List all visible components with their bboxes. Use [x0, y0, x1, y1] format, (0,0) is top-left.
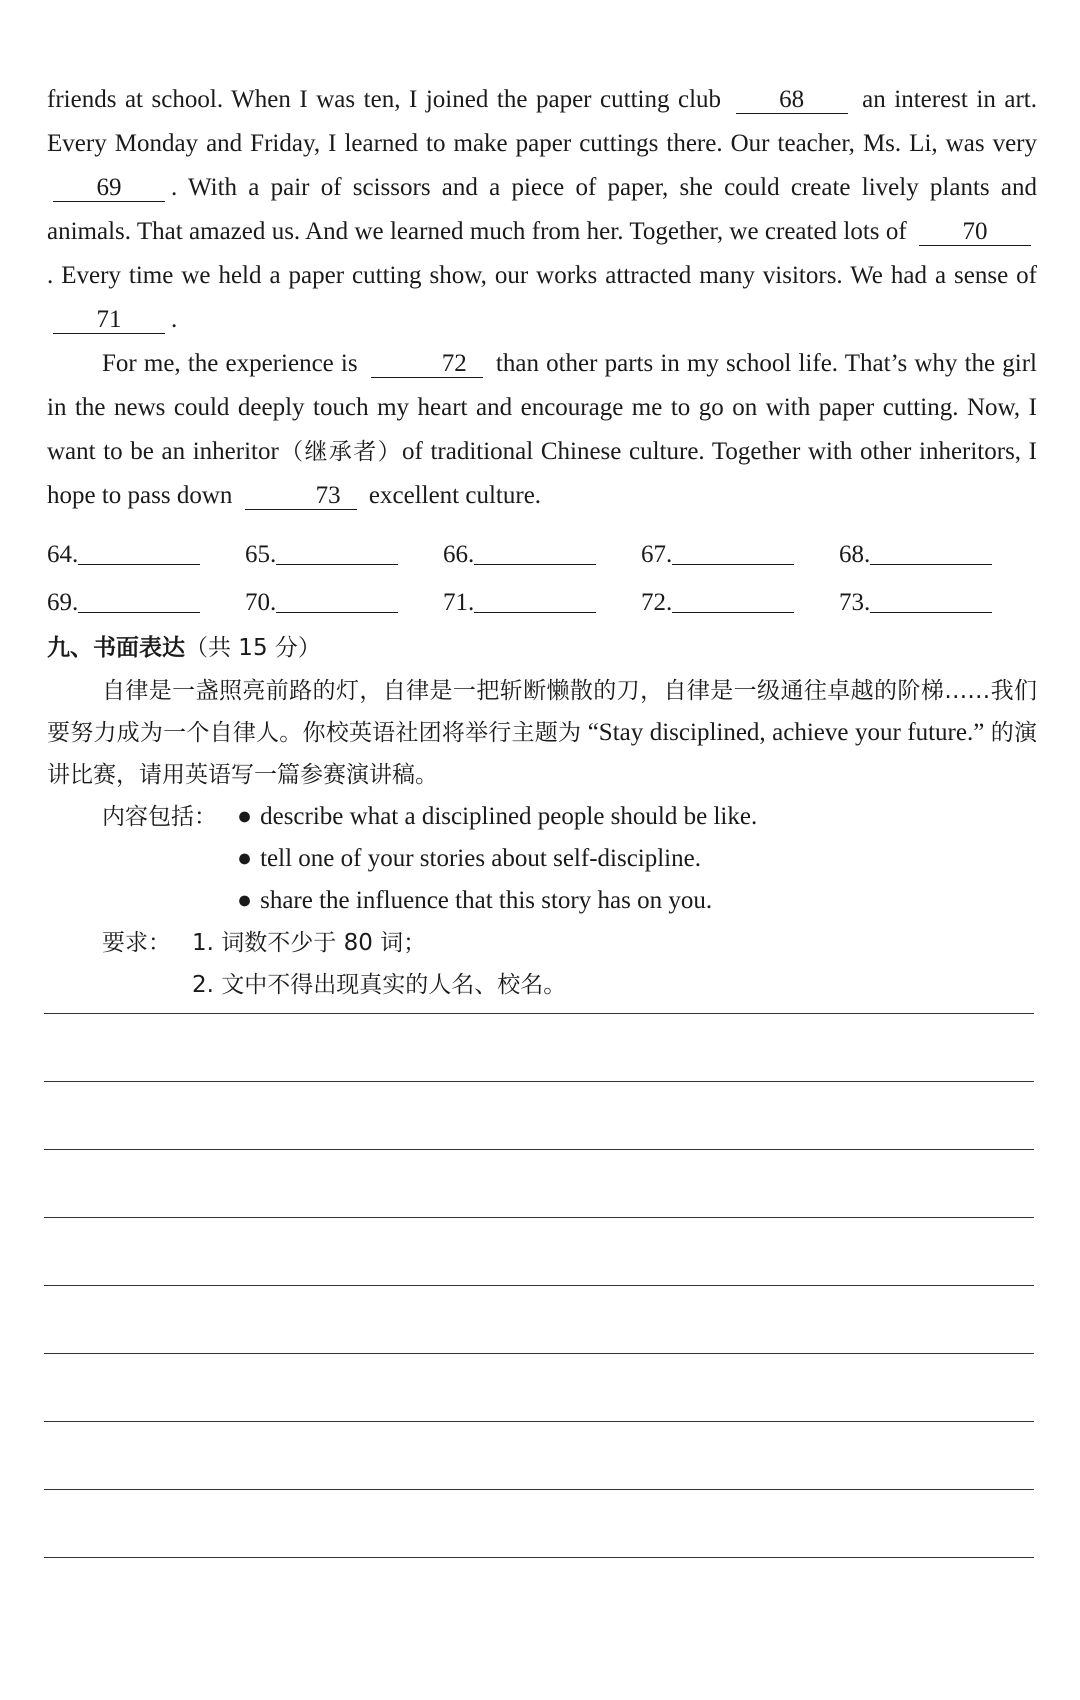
- answer-line: [276, 564, 398, 565]
- passage-text: than other parts in my school life. That’s why the girl in the news could deeply touch my heart and encourage me to go on with paper cutting. Now, I want to be an inheritor: [47, 350, 1037, 465]
- answer-number: 70.: [245, 589, 277, 616]
- writing-area[interactable]: [44, 1013, 1034, 1625]
- answer-number: 73.: [839, 589, 871, 616]
- passage-text: friends at school. When I was ten, I joined the paper cutting club: [47, 86, 722, 113]
- content-label: 内容包括：: [102, 804, 217, 830]
- content-bullet-list: [237, 796, 757, 922]
- section-title: 九、书面表达: [47, 635, 185, 661]
- passage-gloss: （继承者）: [278, 439, 403, 465]
- cloze-blank-70: 70: [919, 219, 1031, 246]
- prompt-text-cn-2: 的演讲比赛，请用英语写一篇参赛演讲稿。: [47, 720, 1038, 788]
- answer-line: [276, 612, 398, 613]
- answer-number: 68.: [839, 541, 871, 568]
- answer-number: 64.: [47, 541, 79, 568]
- bullet-text: describe what a disciplined people should be like.: [260, 803, 758, 830]
- answer-line: [672, 564, 794, 565]
- answer-number: 66.: [443, 541, 475, 568]
- answer-slot[interactable]: [443, 588, 641, 618]
- passage-text: . With a pair of scissors and a piece of paper, she could create lively plants and animals. That amazed us. And we learned much from her. Together, we created lots of: [47, 174, 1037, 245]
- answer-slot[interactable]: [245, 540, 443, 570]
- content-bullet: [237, 880, 757, 922]
- prompt-text-cn: 自律是一盏照亮前路的灯，自律是一把斩断懒散的刀，自律是一级通往卓越的阶梯……我们要努力成为一个自律人。你校英语社团将举行主题为: [47, 678, 1037, 746]
- bullet-icon: ●: [237, 845, 253, 872]
- passage-text: excellent culture.: [368, 482, 542, 509]
- writing-requirements: [102, 922, 1037, 1006]
- bullet-text: share the influence that this story has on you.: [260, 887, 713, 914]
- answer-slot[interactable]: [641, 540, 839, 570]
- answer-slot[interactable]: [47, 540, 245, 570]
- writing-line[interactable]: [44, 1081, 1034, 1149]
- answer-line: [474, 564, 596, 565]
- answer-number: 69.: [47, 589, 79, 616]
- cloze-blank-68: 68: [736, 87, 848, 114]
- cloze-passage: [47, 78, 1037, 518]
- answer-row: [47, 570, 1037, 618]
- writing-line[interactable]: [44, 1421, 1034, 1489]
- requirement-item: 2. 文中不得出现真实的人名、校名。: [192, 972, 567, 998]
- passage-paragraph-2: [47, 342, 1037, 518]
- requirements-label: 要求：: [102, 930, 171, 956]
- content-bullet: [237, 838, 757, 880]
- answer-slot[interactable]: [839, 588, 1037, 618]
- cloze-blank-73: 73: [245, 483, 357, 510]
- bullet-icon: ●: [237, 887, 253, 914]
- answer-number: 65.: [245, 541, 277, 568]
- answer-slot[interactable]: [47, 588, 245, 618]
- bullet-text: tell one of your stories about self-discipline.: [260, 845, 701, 872]
- answer-line: [870, 564, 992, 565]
- answer-row: [47, 522, 1037, 570]
- passage-text: an interest in art. Every Monday and Friday, I learned to make paper cuttings there. Our teacher, Ms. Li, was very: [47, 86, 1038, 157]
- writing-line[interactable]: [44, 1489, 1034, 1557]
- answer-line: [870, 612, 992, 613]
- writing-line[interactable]: [44, 1149, 1034, 1217]
- requirements-list: [192, 922, 566, 1006]
- writing-line[interactable]: [44, 1557, 1034, 1625]
- cloze-blank-72: 72: [371, 351, 483, 378]
- answer-line: [474, 612, 596, 613]
- writing-line[interactable]: [44, 1013, 1034, 1081]
- section-points: （共 15 分）: [185, 635, 321, 661]
- answer-number: 71.: [443, 589, 475, 616]
- answer-line: [78, 564, 200, 565]
- exam-page: [47, 78, 1037, 1006]
- answer-number: 67.: [641, 541, 673, 568]
- answer-slot[interactable]: [839, 540, 1037, 570]
- answer-line: [672, 612, 794, 613]
- answer-sheet: [47, 522, 1037, 618]
- answer-line: [78, 612, 200, 613]
- answer-slot[interactable]: [641, 588, 839, 618]
- answer-slot[interactable]: [245, 588, 443, 618]
- cloze-blank-69: 69: [53, 175, 165, 202]
- writing-line[interactable]: [44, 1285, 1034, 1353]
- writing-line[interactable]: [44, 1353, 1034, 1421]
- writing-line[interactable]: [44, 1217, 1034, 1285]
- passage-text: .: [171, 306, 178, 333]
- section-heading: [47, 626, 1037, 670]
- requirement-item: 1. 词数不少于 80 词；: [192, 930, 427, 956]
- prompt-theme: “Stay disciplined, achieve your future.”: [587, 719, 985, 746]
- passage-text: of traditional Chinese culture. Together with other inheritors, I hope to pass down: [47, 438, 1038, 509]
- passage-paragraph-1: [47, 78, 1037, 342]
- cloze-blank-71: 71: [53, 307, 165, 334]
- answer-slot[interactable]: [443, 540, 641, 570]
- writing-prompt: [47, 670, 1037, 796]
- answer-number: 72.: [641, 589, 673, 616]
- content-requirements: [102, 796, 1037, 922]
- passage-text: . Every time we held a paper cutting show, our works attracted many visitors. We had a sense of: [47, 262, 1037, 289]
- content-bullet: [237, 796, 757, 838]
- passage-text: For me, the experience is: [102, 350, 358, 377]
- bullet-icon: ●: [237, 803, 253, 830]
